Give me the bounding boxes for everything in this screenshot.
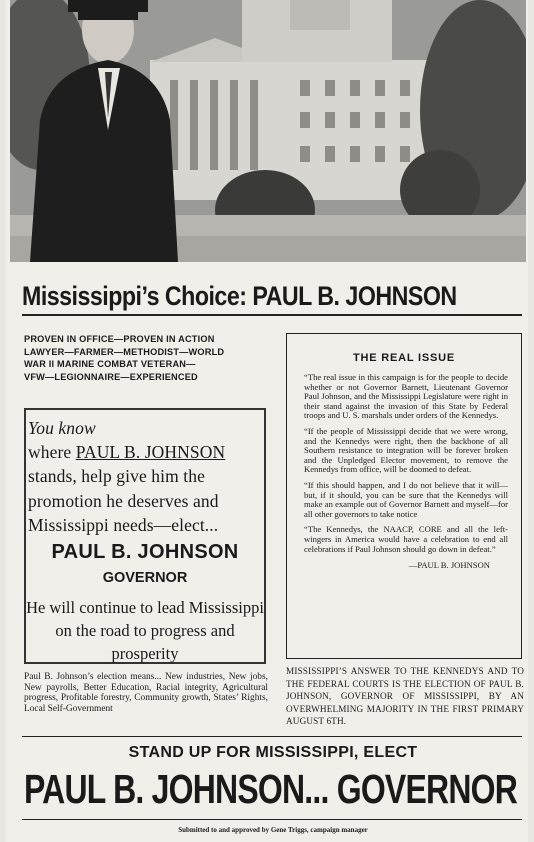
credit-rule bbox=[22, 819, 522, 820]
credential-line: LAWYER—FARMER—METHODIST—WORLD bbox=[24, 346, 225, 357]
intro-name: PAUL B. JOHNSON bbox=[75, 442, 226, 463]
stand-up-line: STAND UP FOR MISSISSIPPI, ELECT bbox=[128, 744, 418, 761]
credential-line: VFW—LEGIONNAIRE—EXPERIENCED bbox=[24, 371, 198, 382]
real-issue-title: THE REAL ISSUE bbox=[352, 352, 456, 364]
quote-paragraph: “The Kennedys, the NAACP, CORE and all the left-wingers in America would have a celebration to end all celebrations if Paul Johnson should go down in defeat.” bbox=[304, 524, 508, 554]
candidate-capitol-photo bbox=[10, 0, 526, 262]
bottom-name-governor: PAUL B. JOHNSON... GOVERNOR bbox=[24, 766, 518, 812]
credentials bbox=[24, 333, 264, 383]
office-title: GOVERNOR bbox=[102, 570, 188, 586]
lead-statement: He will continue to lead Mississippi on the road to progress and prosperity bbox=[26, 598, 264, 663]
intro-where: where bbox=[28, 442, 76, 463]
quote-paragraph: “The real issue in this campaign is for the people to decide whether or not Governor Barnett, Lieutenant Governor Paul Johnson, and the Mississippi Legislature were right in their stand against the invasion of this State by Federal troops and U. S. marshals under orders of the Kennedys. bbox=[304, 372, 508, 421]
election-means: Paul B. Johnson’s election means... New industries, New jobs, New payrolls, Better Education, Racial integrity, Agricultural progress, Profitable forestry, Community growth, States’ Rights, Local Self-Government bbox=[24, 672, 268, 714]
campaign-credit: Submitted to and approved by Gene Triggs, campaign manager bbox=[178, 826, 368, 834]
bottom-rule bbox=[22, 736, 522, 737]
headline: Mississippi’s Choice: PAUL B. JOHNSON bbox=[22, 281, 457, 311]
answer-to-kennedys: MISSISSIPPI’S ANSWER TO THE KENNEDYS AND TO THE FEDERAL COURTS IS THE ELECTION OF PAUL B. JOHNSON, GOVERNOR OF MISSISSIPPI, BY AN OVERWHELMING MAJORITY IN THE FIRST PRIMARY AUGUST 6TH. bbox=[286, 666, 524, 727]
candidate-name: PAUL B. JOHNSON bbox=[51, 541, 239, 563]
quote-paragraph: “If this should happen, and I do not believe that it will—but, if it should, you can be sure that the Kennedys will make an example out of Governor Barnett and myself—for all other governors to take notice bbox=[304, 479, 508, 519]
you-know-lead: You know bbox=[28, 418, 96, 438]
headline-rule bbox=[22, 314, 522, 316]
quote-paragraph: “If the people of Mississippi decide that we were wrong, and the Kennedys were right, then the backbone of all Southern resistance to integration will be forever broken and the Unpledged Elector movement, to remove the Kennedys from office, will be doomed to defeat. bbox=[304, 425, 508, 475]
credential-line: WAR II MARINE COMBAT VETERAN— bbox=[24, 359, 196, 370]
quote-signature: —PAUL B. JOHNSON bbox=[408, 560, 490, 571]
intro-rest: stands, help give him the promotion he deserves and Mississippi needs—elect... bbox=[28, 466, 219, 535]
real-issue-quote bbox=[304, 373, 508, 570]
credential-line: PROVEN IN OFFICE—PROVEN IN ACTION bbox=[24, 334, 215, 344]
you-know-text bbox=[28, 416, 266, 537]
newspaper-ad bbox=[6, 0, 528, 842]
